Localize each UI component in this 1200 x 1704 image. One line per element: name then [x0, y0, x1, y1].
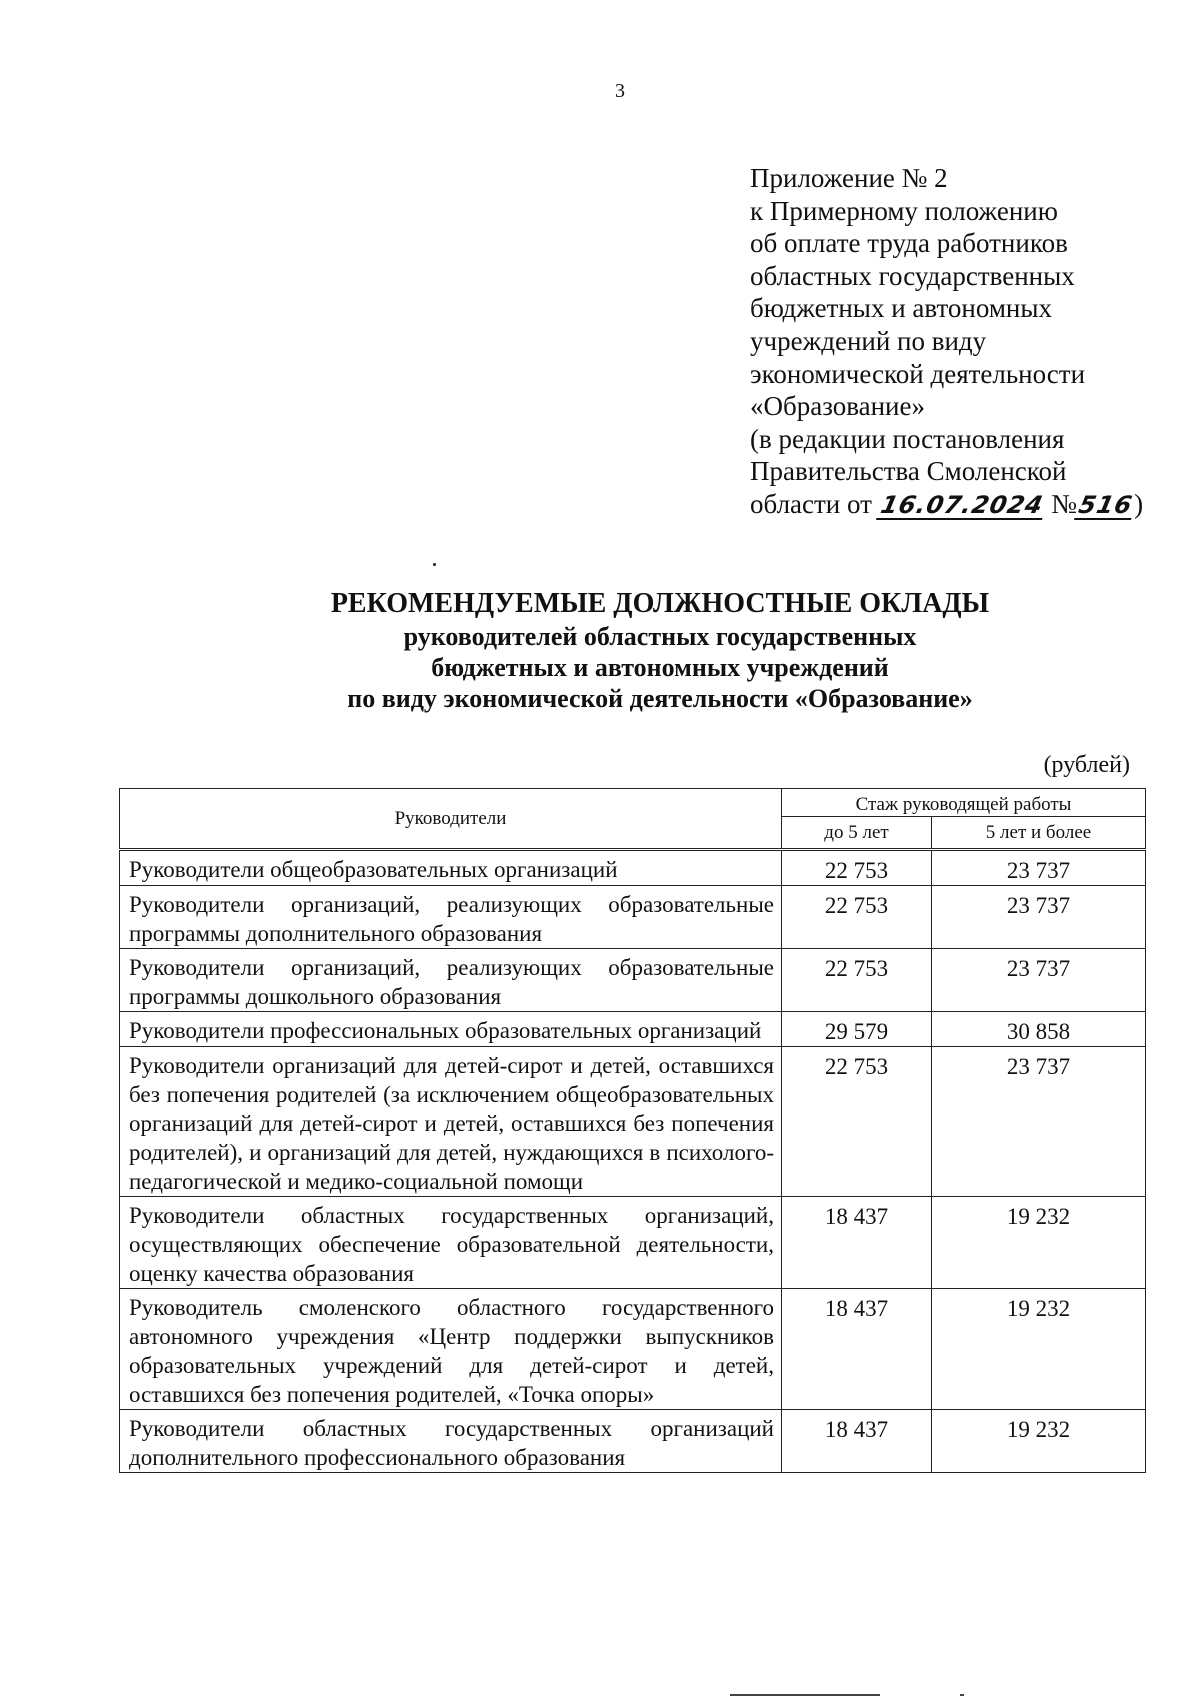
- appendix-line: к Примерному положению: [750, 195, 1058, 226]
- row-salary-under-5: 22 753: [782, 850, 932, 886]
- row-position: Руководители профессиональных образовательных организаций: [120, 1012, 782, 1047]
- appendix-line: Правительства Смоленской: [750, 456, 1067, 487]
- row-salary-under-5: 18 437: [782, 1197, 932, 1289]
- appendix-line: об оплате труда работников: [750, 228, 1068, 259]
- row-position: Руководитель смоленского областного государственного автономного учреждения «Центр поддержки выпускников образовательных учреждений для детей-сирот и детей, оставшихся без попечения родителей, «Точка опоры»: [120, 1289, 782, 1410]
- appendix-note: [750, 162, 1143, 521]
- row-salary-under-5: 22 753: [782, 1047, 932, 1197]
- table-row: [120, 949, 1146, 1012]
- row-position: Руководители областных государственных организаций, осуществляющих обеспечение образовательной деятельности, оценку качества образования: [120, 1197, 782, 1289]
- header-5-years-plus: 5 лет и более: [932, 817, 1146, 850]
- header-under-5-years: до 5 лет: [782, 817, 932, 850]
- appendix-line: (в редакции постановления: [750, 423, 1065, 454]
- row-salary-5-plus: 23 737: [932, 850, 1146, 886]
- scan-edge-mark: [960, 1694, 964, 1696]
- row-salary-under-5: 18 437: [782, 1410, 932, 1473]
- document-title: [0, 588, 1200, 714]
- appendix-last-suffix: ): [1134, 488, 1144, 519]
- scan-speck: [433, 563, 436, 566]
- appendix-line: «Образование»: [750, 391, 925, 422]
- number-sign: №: [1051, 488, 1078, 519]
- row-salary-under-5: 18 437: [782, 1289, 932, 1410]
- appendix-line: Приложение № 2: [750, 163, 948, 193]
- row-salary-under-5: 22 753: [782, 886, 932, 949]
- table-row: [120, 1289, 1146, 1410]
- table-row: [120, 850, 1146, 886]
- page-number: 3: [615, 80, 625, 102]
- table-row: [120, 1410, 1146, 1473]
- row-salary-5-plus: 19 232: [932, 1197, 1146, 1289]
- row-salary-5-plus: 23 737: [932, 949, 1146, 1012]
- scan-edge-mark: [730, 1694, 880, 1696]
- title-subline: руководителей областных государственных: [403, 622, 917, 651]
- table-row: [120, 886, 1146, 949]
- row-position: Руководители организаций, реализующих образовательные программы дошкольного образования: [120, 949, 782, 1012]
- title-subline: по виду экономической деятельности «Образование»: [347, 684, 973, 713]
- row-salary-5-plus: 19 232: [932, 1410, 1146, 1473]
- table-row: [120, 1047, 1146, 1197]
- row-salary-under-5: 22 753: [782, 949, 932, 1012]
- salary-table: [119, 788, 1146, 1473]
- table-row: [120, 1012, 1146, 1047]
- table-row: [120, 1197, 1146, 1289]
- row-position: Руководители организаций, реализующих образовательные программы дополнительного образования: [120, 886, 782, 949]
- handwritten-number: 516: [1074, 492, 1137, 520]
- row-position: Руководители общеобразовательных организаций: [120, 850, 782, 886]
- row-salary-5-plus: 23 737: [932, 886, 1146, 949]
- row-salary-under-5: 29 579: [782, 1012, 932, 1047]
- header-experience-group: Стаж руководящей работы: [782, 789, 1146, 817]
- appendix-line: учреждений по виду: [750, 325, 987, 356]
- appendix-line: областных государственных: [750, 260, 1075, 291]
- row-position: Руководители организаций для детей-сирот и детей, оставшихся без попечения родителей (за исключением общеобразовательных организаций для детей-сирот и детей, оставшихся без попечения родителей), и организаций для детей, нуждающихся в психолого-педагогической и медико-социальной помощи: [120, 1047, 782, 1197]
- appendix-line: бюджетных и автономных: [750, 293, 1053, 324]
- currency-units: (рублей): [1043, 752, 1130, 778]
- row-position: Руководители областных государственных организаций дополнительного профессионального образования: [120, 1410, 782, 1473]
- header-managers: Руководители: [120, 789, 782, 850]
- appendix-last-line: [750, 488, 1143, 521]
- handwritten-date: 16.07.2024: [876, 492, 1048, 520]
- row-salary-5-plus: 30 858: [932, 1012, 1146, 1047]
- row-salary-5-plus: 19 232: [932, 1289, 1146, 1410]
- title-subline: бюджетных и автономных учреждений: [431, 653, 889, 682]
- row-salary-5-plus: 23 737: [932, 1047, 1146, 1197]
- title-main: РЕКОМЕНДУЕМЫЕ ДОЛЖНОСТНЫЕ ОКЛАДЫ: [330, 588, 990, 619]
- appendix-last-prefix: области от: [750, 488, 879, 519]
- appendix-line: экономической деятельности: [750, 358, 1086, 389]
